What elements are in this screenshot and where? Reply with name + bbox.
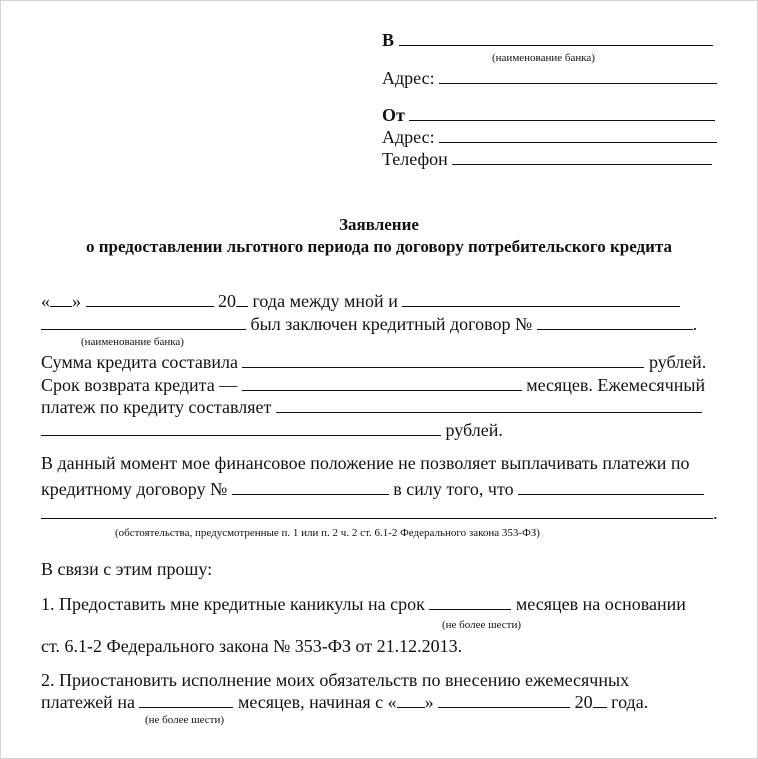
holiday-months-field[interactable]: [429, 594, 511, 610]
bank-field[interactable]: [402, 291, 680, 307]
bank-address-line: [382, 68, 717, 88]
request-item-1: [41, 594, 686, 614]
phone-line: [382, 149, 712, 169]
situation-reason-field[interactable]: [518, 479, 704, 495]
monthly-payment-field-2[interactable]: [41, 420, 441, 436]
period: .: [692, 314, 698, 334]
request-intro: В связи с этим прошу:: [41, 559, 213, 579]
phone-field[interactable]: [452, 149, 712, 165]
month-field[interactable]: [86, 291, 214, 307]
between-text: года между мной и: [252, 291, 398, 311]
payment-unit: рублей.: [445, 420, 503, 440]
item2-suffix: года.: [611, 692, 649, 712]
item1-caption: (не более шести): [442, 619, 522, 631]
item1-unit: месяцев на основании: [515, 594, 686, 614]
to-label: В: [382, 30, 395, 50]
situation-line-1: В данный момент мое финансовое положение не позволяет выплачивать платежи по: [41, 453, 690, 473]
term-unit: месяцев. Ежемесячный: [526, 375, 706, 395]
recipient-bank-line: [382, 30, 713, 50]
sender-address-line: [382, 127, 717, 147]
contract-date-line: [41, 291, 680, 311]
monthly-payment-line: [41, 397, 702, 417]
situation-reason-field-2[interactable]: [41, 503, 713, 519]
situation-caption: (обстоятельства, предусмотренные п. 1 или п. 2 ч. 2 ст. 6.1-2 Федерального закона 353-ФЗ): [115, 527, 540, 539]
sender-name-field[interactable]: [409, 105, 715, 121]
year-field[interactable]: [236, 291, 248, 307]
situation-reason-label: в силу того, что: [393, 479, 514, 499]
open-quote: «: [41, 291, 50, 311]
loan-sum-line: [41, 352, 706, 372]
bank-address-field[interactable]: [439, 68, 717, 84]
start-year-field[interactable]: [593, 692, 607, 708]
item2-prefix: платежей на: [41, 692, 135, 712]
situation-contract-label: кредитному договору №: [41, 479, 228, 499]
sum-unit: рублей.: [648, 352, 707, 372]
address-label: Адрес:: [382, 68, 435, 88]
item2-middle: месяцев, начиная с «: [237, 692, 397, 712]
sender-line: [382, 105, 715, 125]
situation-contract-field[interactable]: [232, 479, 389, 495]
bank-name-caption: (наименование банка): [492, 52, 595, 64]
contract-number-field[interactable]: [537, 314, 693, 330]
loan-term-field[interactable]: [242, 375, 522, 391]
request-item-2-line-2: [41, 692, 648, 712]
sum-label: Сумма кредита составила: [41, 352, 238, 372]
item2-caption: (не более шести): [145, 714, 225, 726]
period: .: [713, 503, 718, 523]
situation-line-3: [41, 503, 718, 523]
start-day-field[interactable]: [397, 692, 425, 708]
document-subtitle: о предоставлении льготного периода по договору потребительского кредита: [85, 237, 673, 256]
close-quote: »: [72, 291, 81, 311]
suspend-months-field[interactable]: [139, 692, 233, 708]
item1-text: 1. Предоставить мне кредитные каникулы на срок: [41, 594, 425, 614]
situation-line-2: [41, 479, 704, 499]
monthly-payment-field[interactable]: [276, 397, 702, 413]
loan-term-line: [41, 375, 705, 395]
bank-name-inline-field[interactable]: [41, 314, 246, 330]
close-quote: »: [424, 692, 434, 712]
item1-law: ст. 6.1-2 Федерального закона № 353-ФЗ от 21.12.2013.: [41, 636, 463, 656]
year-prefix: 20: [218, 291, 236, 311]
year-prefix: 20: [574, 692, 593, 712]
request-item-2-line-1: 2. Приостановить исполнение моих обязательств по внесению ежемесячных: [41, 670, 630, 690]
concluded-text: был заключен кредитный договор №: [250, 314, 533, 334]
bank-inline-caption: (наименование банка): [81, 336, 184, 348]
from-label: От: [382, 105, 405, 125]
document-title: Заявление: [339, 215, 419, 234]
day-field[interactable]: [50, 291, 72, 307]
start-month-field[interactable]: [438, 692, 570, 708]
sender-address-label: Адрес:: [382, 127, 435, 147]
phone-label: Телефон: [382, 149, 448, 169]
loan-sum-field[interactable]: [242, 352, 644, 368]
monthly-payment-line-2: [41, 420, 503, 440]
contract-number-line: [41, 314, 697, 334]
sender-address-field[interactable]: [439, 127, 717, 143]
term-label: Срок возврата кредита —: [41, 375, 238, 395]
bank-name-field[interactable]: [399, 30, 713, 46]
payment-label: платеж по кредиту составляет: [41, 397, 272, 417]
